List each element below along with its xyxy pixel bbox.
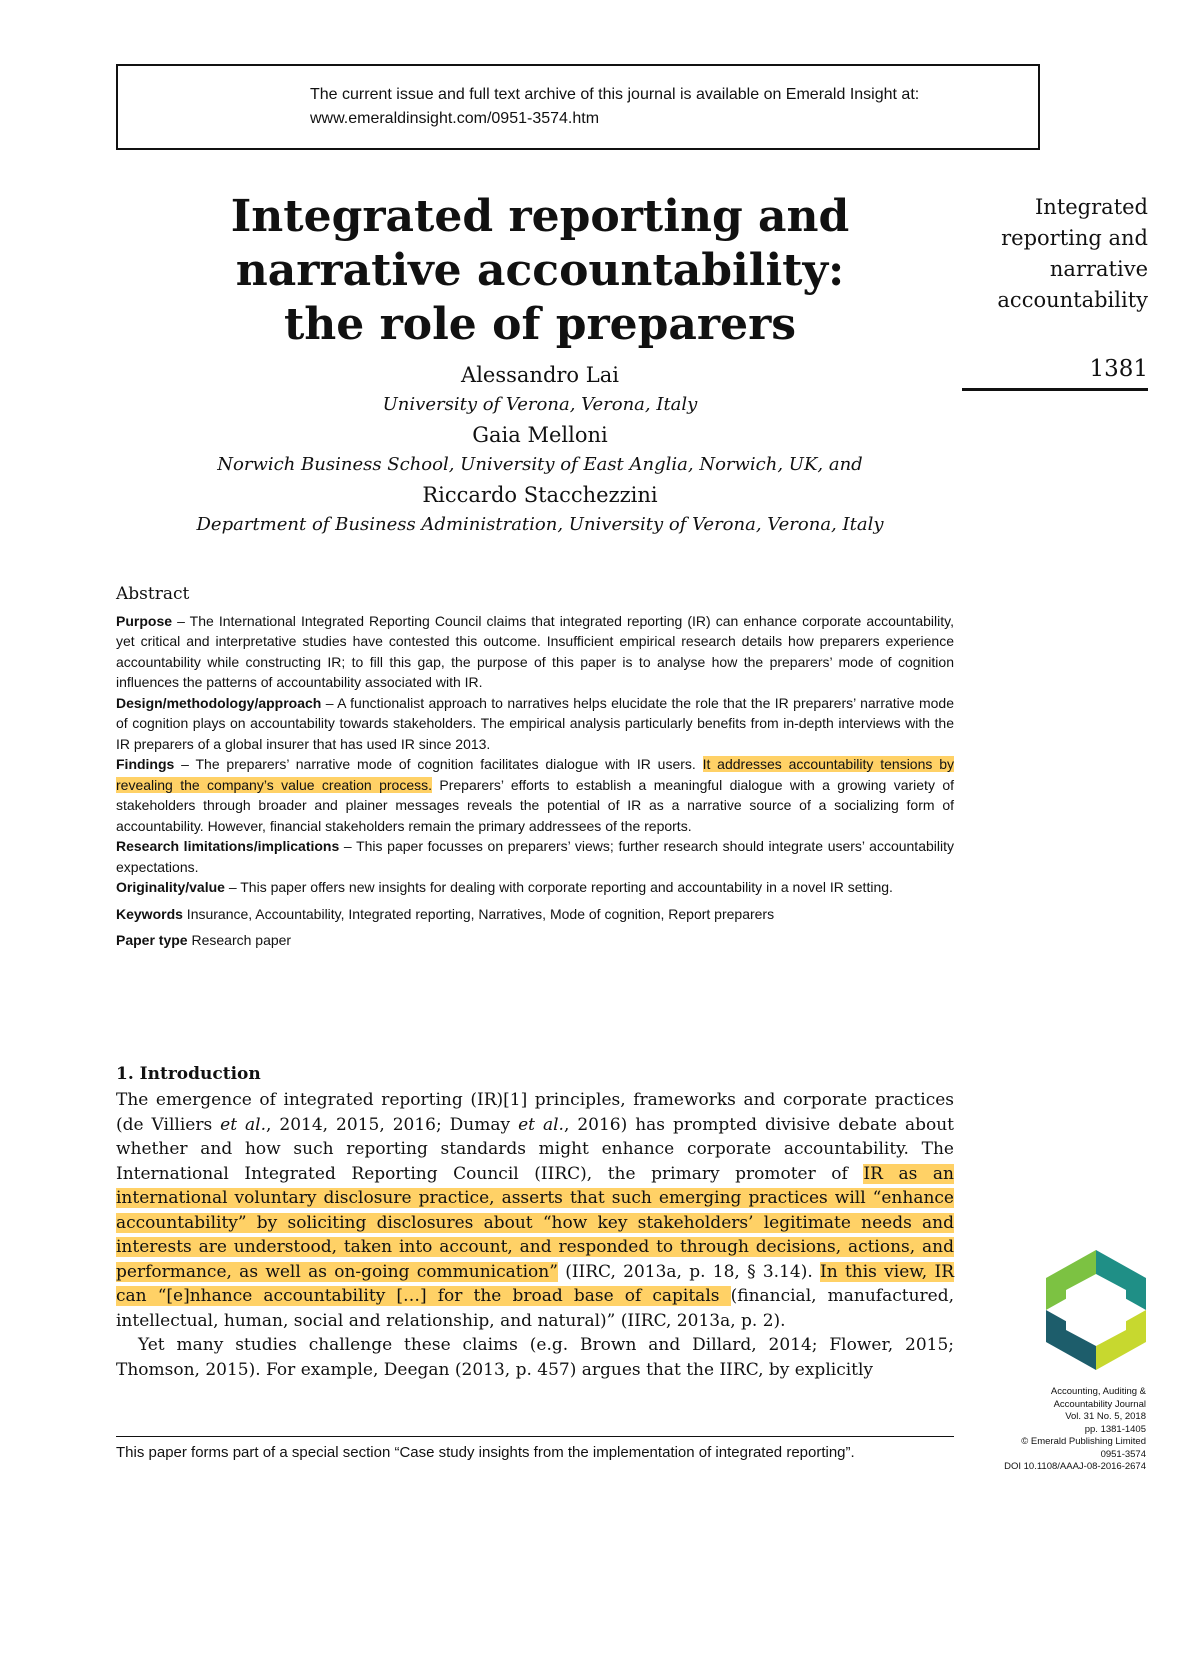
abstract-findings <box>116 754 954 836</box>
running-head-line: Integrated <box>1035 195 1148 219</box>
body-text: (IIRC, 2013a, p. 18, § 3.14). <box>557 1261 821 1282</box>
running-head-line: narrative <box>1049 257 1148 281</box>
title-line: the role of preparers <box>283 299 797 350</box>
findings-highlight[interactable]: It addresses accountability tensions by revealing the company’s value creation process. <box>116 756 954 793</box>
abstract-heading: Abstract <box>116 584 190 604</box>
journal-notice-box <box>116 64 1040 150</box>
emerald-logo-icon <box>1046 1250 1146 1370</box>
paper-type-label: Paper type <box>116 932 188 948</box>
limitations-text: – This paper focusses on preparers’ views; further research should integrate users’ accountability expectations. <box>116 838 954 875</box>
abstract-section <box>116 584 954 951</box>
body-text: , 2014, 2015, 2016; Dumay <box>266 1114 519 1135</box>
intro-paragraph: Yet many studies challenge these claims (e.g. Brown and Dillard, 2014; Flower, 2015; Thomson, 2015). For example, Deegan (2013, p. 457) argues that the IIRC, by explicitly <box>116 1335 954 1380</box>
running-head <box>960 192 1148 316</box>
purpose-text: – The International Integrated Reporting Council claims that integrated reporting (IR) can enhance corporate accountability, yet critical and interpretative studies have contested this outcome. Insufficient empirical research details how preparers experience accountability while constructing IR; to fill this gap, the purpose of this paper is to analyse how the preparers’ mode of cognition influences the patterns of accountability associated with IR. <box>116 612 954 690</box>
running-head-line: accountability <box>997 288 1148 312</box>
limitations-label: Research limitations/implications <box>116 838 340 854</box>
article-title <box>150 190 930 352</box>
originality-text: – This paper offers new insights for dealing with corporate reporting and accountability in a novel IR setting. <box>224 879 893 895</box>
author-affiliation: Department of Business Administration, University of Verona, Verona, Italy <box>196 514 884 535</box>
journal-info-line: DOI 10.1108/AAAJ-08-2016-2674 <box>1004 1461 1146 1472</box>
abstract-purpose <box>116 611 954 693</box>
body-text: The emergence of integrated reporting (IR)[1] principles, frameworks and corporate practices (de Villiers <box>116 1090 954 1135</box>
abstract-originality <box>116 877 954 898</box>
journal-info <box>960 1386 1146 1474</box>
journal-info-line: pp. 1381-1405 <box>1084 1423 1146 1435</box>
journal-info-line: © Emerald Publishing Limited <box>1021 1436 1146 1447</box>
keywords-text: Insurance, Accountability, Integrated reporting, Narratives, Mode of cognition, Report preparers <box>182 905 775 922</box>
paper-type-text: Research paper <box>187 932 292 948</box>
author-affiliation: University of Verona, Verona, Italy <box>382 394 698 415</box>
purpose-label: Purpose <box>116 612 173 629</box>
findings-label: Findings <box>116 756 175 772</box>
paper-type <box>116 930 954 951</box>
footnote: This paper forms part of a special section “Case study insights from the implementation of integrated reporting”. <box>116 1444 855 1461</box>
introduction-section <box>116 1064 954 1382</box>
findings-text: Preparers’ efforts to establish a meaningful dialogue with a growing variety of stakeholders through broader and plainer messages reveals the potential of IR as a narrative source of a socializing form of accountability. However, financial stakeholders remain the primary addressees of the reports. <box>116 776 954 834</box>
keywords <box>116 904 954 925</box>
notice-text: The current issue and full text archive of this journal is available on Emerald Insight at: <box>310 86 920 103</box>
intro-paragraph <box>116 1088 954 1333</box>
running-head-line: reporting and <box>1001 226 1148 250</box>
footnote-rule <box>116 1436 954 1437</box>
design-label: Design/methodology/approach <box>116 694 322 711</box>
highlighted-text[interactable]: IR as an international voluntary disclosure practice, asserts that such emerging practices will “enhance accountability” by soliciting disclosures about “how key stakeholders’ legitimate needs and interests are understood, taken into account, and responded to through decisions, actions, and performance, as well as on-going communication” <box>116 1163 954 1282</box>
journal-info-line: Accountability Journal <box>1053 1398 1146 1410</box>
et-al: et al. <box>220 1114 267 1135</box>
author-name: Gaia Melloni <box>472 423 608 447</box>
title-line: narrative accountability: <box>235 245 845 296</box>
title-line: Integrated reporting and <box>230 191 850 242</box>
author-name: Alessandro Lai <box>461 363 619 387</box>
findings-text: – The preparers’ narrative mode of cognition facilitates dialogue with IR users. <box>174 756 703 772</box>
highlighted-text[interactable]: In this view, IR can “[e]nhance accountability […] for the broad base of capitals <box>116 1261 954 1306</box>
section-heading: 1. Introduction <box>116 1064 261 1084</box>
author-block <box>120 360 960 540</box>
abstract-design <box>116 693 954 755</box>
originality-label: Originality/value <box>116 879 225 895</box>
journal-info-line: Vol. 31 No. 5, 2018 <box>1065 1411 1146 1422</box>
notice-url[interactable]: www.emeraldinsight.com/0951-3574.htm <box>310 110 600 127</box>
body-text: (financial, manufactured, intellectual, human, social and relationship, and natural)” (IIRC, 2013a, p. 2). <box>116 1286 954 1331</box>
author-name: Riccardo Stacchezzini <box>422 483 658 507</box>
journal-info-line: Accounting, Auditing & <box>1050 1386 1146 1397</box>
keywords-label: Keywords <box>116 905 183 922</box>
page-number-rule <box>962 388 1148 391</box>
journal-info-line: 0951-3574 <box>1100 1448 1146 1460</box>
design-text: – A functionalist approach to narratives helps elucidate the role that the IR preparers’ narrative mode of cognition plays on accountability towards stakeholders. The empirical analysis particularly benefits from in-depth interviews with the IR preparers of a global insurer that has used IR since 2013. <box>116 694 954 752</box>
abstract-limitations <box>116 836 954 877</box>
page-number: 1381 <box>1089 356 1148 382</box>
et-al: et al. <box>518 1114 564 1135</box>
author-affiliation: Norwich Business School, University of East Anglia, Norwich, UK, and <box>217 454 863 475</box>
body-text: , 2016) has prompted divisive debate about whether and how such reporting standards might enhance corporate accountability. The International Integrated Reporting Council (IIRC), the primary promoter of <box>116 1114 955 1184</box>
